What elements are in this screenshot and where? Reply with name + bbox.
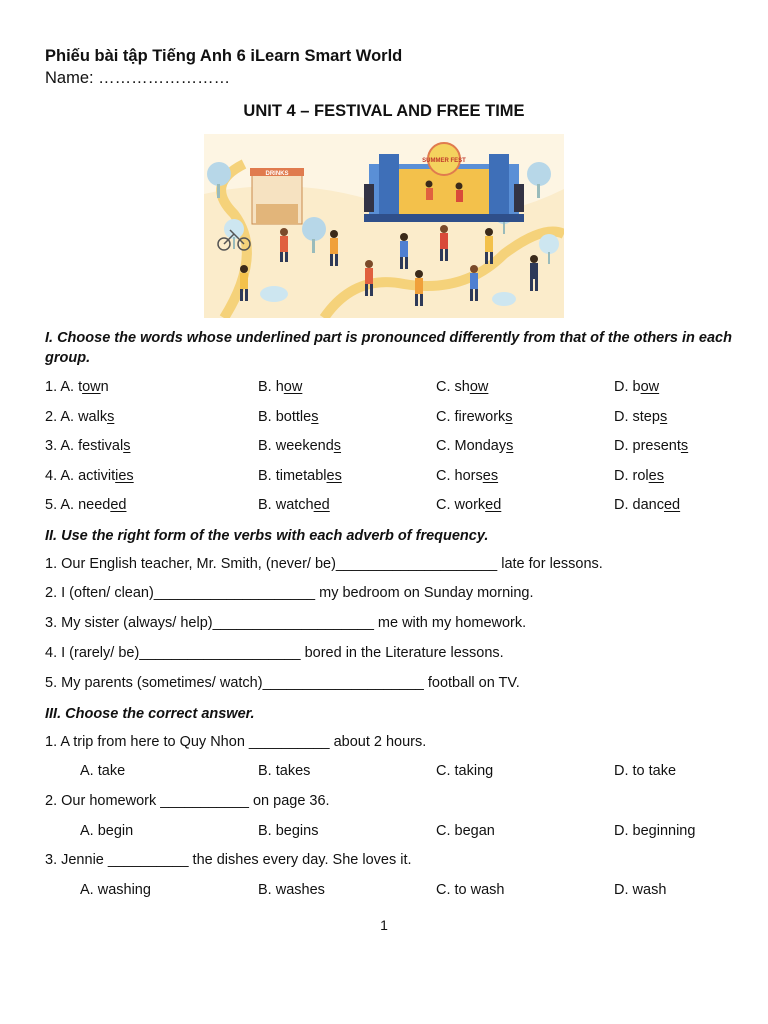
underlined-part: es <box>648 468 664 484</box>
section-2-item-5: 5. My parents (sometimes/ watch)____________________ football on TV. <box>45 675 520 691</box>
section-2-item-4: 4. I (rarely/ be)____________________ bored in the Literature lessons. <box>45 645 504 661</box>
option-b <box>258 468 342 484</box>
option-a <box>45 379 109 395</box>
underlined-part: s <box>123 438 131 454</box>
section-3-options-2 <box>45 823 745 843</box>
underlined-part: es <box>482 468 499 484</box>
option-c <box>436 409 513 425</box>
option-d: D. beginning <box>614 823 696 839</box>
word-part: B. watch <box>258 497 314 513</box>
option-a <box>45 497 126 513</box>
word-part: B. weekend <box>258 438 334 454</box>
festival-illustration <box>204 134 564 318</box>
word-part: t <box>78 379 83 395</box>
underlined-part: s <box>107 409 115 425</box>
word-part: C. Monday <box>436 438 507 454</box>
section-3-options-1 <box>45 763 745 783</box>
option-c <box>436 468 498 484</box>
option-c: C. began <box>436 823 495 839</box>
question-number: 4. A. <box>45 468 79 484</box>
word-part: D. rol <box>614 468 649 484</box>
option-a <box>45 438 130 454</box>
section-1-row <box>45 409 745 429</box>
option-d <box>614 468 664 484</box>
option-c <box>436 497 501 513</box>
worksheet-title: Phiếu bài tập Tiếng Anh 6 iLearn Smart World <box>45 47 403 65</box>
underlined-part: ow <box>640 379 660 395</box>
option-b <box>258 497 330 513</box>
word-part: B. h <box>258 379 284 395</box>
underlined-part: s <box>680 438 689 454</box>
option-b: B. washes <box>258 882 325 898</box>
option-c <box>436 438 513 454</box>
section-3-options-3 <box>45 882 745 902</box>
underlined-part: ow <box>469 379 489 395</box>
word-part: C. work <box>436 497 486 513</box>
section-1-title: I. Choose the words whose underlined part is pronounced differently from that of the others in each group. <box>45 330 732 366</box>
option-c <box>436 379 488 395</box>
option-d: D. wash <box>614 882 667 898</box>
word-part: walk <box>78 409 108 425</box>
option-b: B. begins <box>258 823 319 839</box>
option-a: A. washing <box>80 882 151 898</box>
underlined-part: s <box>311 409 319 425</box>
option-b <box>258 438 341 454</box>
unit-title: UNIT 4 – FESTIVAL AND FREE TIME <box>243 102 525 120</box>
underlined-part: s <box>659 409 668 425</box>
section-3-question-3: 3. Jennie __________ the dishes every day. She loves it. <box>45 852 412 868</box>
word-part: B. timetabl <box>258 468 327 484</box>
page-number: 1 <box>380 917 388 933</box>
word-part: B. bottle <box>258 409 312 425</box>
word-part: festival <box>78 438 124 454</box>
question-number: 5. A. <box>45 497 79 513</box>
option-a <box>45 409 114 425</box>
section-2-item-1: 1. Our English teacher, Mr. Smith, (never/ be)____________________ late for lessons. <box>45 556 603 572</box>
section-3-title: III. Choose the correct answer. <box>45 706 255 722</box>
underlined-part: ed <box>313 497 330 513</box>
option-d <box>614 497 680 513</box>
section-2-title: II. Use the right form of the verbs with each adverb of frequency. <box>45 528 489 544</box>
underlined-part: ies <box>115 468 134 484</box>
question-number: 1. A. <box>45 379 79 395</box>
section-1-row <box>45 468 745 488</box>
option-b: B. takes <box>258 763 311 779</box>
section-1-row <box>45 497 745 517</box>
name-line: Name: …………………… <box>45 69 231 87</box>
option-b <box>258 409 318 425</box>
option-a: A. begin <box>80 823 134 839</box>
option-c: C. to wash <box>436 882 505 898</box>
option-d <box>614 409 667 425</box>
underlined-part: s <box>333 438 342 454</box>
underlined-part: ed <box>663 497 681 513</box>
option-b <box>258 379 302 395</box>
word-part: C. firework <box>436 409 506 425</box>
option-a: A. take <box>80 763 126 779</box>
question-number: 2. A. <box>45 409 79 425</box>
option-d <box>614 438 688 454</box>
section-2-item-2: 2. I (often/ clean)____________________ my bedroom on Sunday morning. <box>45 585 534 601</box>
word-part: D. step <box>614 409 660 425</box>
word-part: D. present <box>614 438 681 454</box>
underlined-part: s <box>506 438 514 454</box>
underlined-part: ed <box>485 497 502 513</box>
word-part: activit <box>78 468 116 484</box>
word-part: C. sh <box>436 379 470 395</box>
underlined-part: es <box>326 468 342 484</box>
question-number: 3. A. <box>45 438 79 454</box>
underlined-part: ow <box>283 379 303 395</box>
section-3-question-1: 1. A trip from here to Quy Nhon __________ about 2 hours. <box>45 734 427 750</box>
underlined-part: s <box>505 409 513 425</box>
word-part: n <box>100 379 109 395</box>
underlined-part: ow <box>82 379 101 395</box>
word-part: C. hors <box>436 468 483 484</box>
option-c: C. taking <box>436 763 494 779</box>
section-2-item-3: 3. My sister (always/ help)____________________ me with my homework. <box>45 615 527 631</box>
section-3-question-2: 2. Our homework ___________ on page 36. <box>45 793 330 809</box>
word-part: need <box>78 497 111 513</box>
kiosk-sign: DRINKS <box>265 171 289 177</box>
underlined-part: ed <box>110 497 127 513</box>
word-part: D. b <box>614 379 641 395</box>
word-part: D. danc <box>614 497 664 513</box>
option-a <box>45 468 134 484</box>
stage-sign: SUMMER FEST <box>422 158 466 164</box>
section-1-row <box>45 438 745 458</box>
option-d: D. to take <box>614 763 677 779</box>
option-d <box>614 379 659 395</box>
section-1-row <box>45 379 745 399</box>
